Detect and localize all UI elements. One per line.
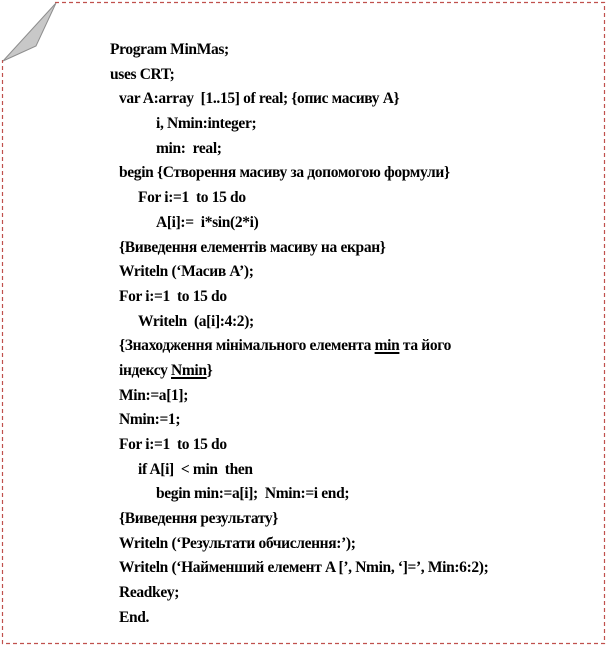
code-line [110, 334, 600, 359]
program-listing [110, 38, 600, 631]
code-text: Nmin:=1; [119, 411, 181, 429]
code-text: індексу [119, 361, 172, 379]
code-line [110, 606, 600, 631]
code-line [110, 161, 600, 186]
underlined-identifier: min [374, 337, 400, 355]
code-text: End. [119, 608, 150, 626]
code-line [110, 310, 600, 335]
code-line [110, 112, 600, 137]
code-line [110, 433, 600, 458]
code-line [110, 507, 600, 532]
code-line [110, 63, 600, 88]
code-line [110, 38, 600, 63]
code-line [110, 556, 600, 581]
code-text: For i:=1 to 15 do [119, 436, 227, 453]
code-line [110, 236, 600, 261]
code-text: begin {Створення масиву за допомогою формули} [119, 164, 450, 182]
code-text: {Знаходження мінімального елемента [119, 337, 375, 355]
code-text: Writeln (‘Результати обчислення:’); [119, 534, 356, 552]
folded-corner-icon [3, 3, 56, 61]
code-line [110, 408, 600, 433]
code-text: i, Nmin:integer; [156, 115, 257, 133]
code-line [110, 581, 600, 606]
code-line [110, 87, 600, 112]
code-text: var A:array [1..15] of real; {опис масиву A} [119, 90, 400, 108]
underlined-identifier: Nmin [171, 361, 207, 379]
code-text: Writeln (‘Найменший елемент A [’, Nmin, ‘]=’, Min:6:2); [119, 559, 489, 577]
code-line [110, 532, 600, 557]
code-text: {Виведення елементів масиву на екран} [119, 238, 386, 256]
code-text: A[i]:= i*sin(2*i) [156, 213, 259, 231]
code-text: } [206, 361, 213, 379]
code-text: For i:=1 to 15 do [119, 287, 227, 305]
code-line [110, 137, 600, 162]
code-text: if A[i] < min then [138, 460, 253, 478]
code-text: For i:=1 to 15 do [138, 189, 246, 207]
code-text: Readkey; [119, 584, 180, 602]
code-text: та його [399, 337, 451, 355]
code-line [110, 458, 600, 483]
code-line [110, 260, 600, 285]
code-line [110, 384, 600, 409]
code-text: {Виведення результату} [119, 510, 279, 528]
code-line [110, 482, 600, 507]
code-text: Writeln (‘Масив A’); [119, 263, 254, 281]
code-text: begin min:=a[i]; Nmin:=i end; [156, 485, 350, 503]
code-line [110, 285, 600, 310]
code-line [110, 359, 600, 384]
code-line [110, 211, 600, 236]
code-text: Writeln (a[i]:4:2); [138, 312, 254, 330]
code-text: Program MinMas; [110, 41, 229, 58]
code-text: uses CRT; [110, 65, 175, 83]
code-text: Min:=a[1]; [119, 386, 189, 404]
code-text: min: real; [156, 139, 222, 157]
code-line [110, 186, 600, 211]
